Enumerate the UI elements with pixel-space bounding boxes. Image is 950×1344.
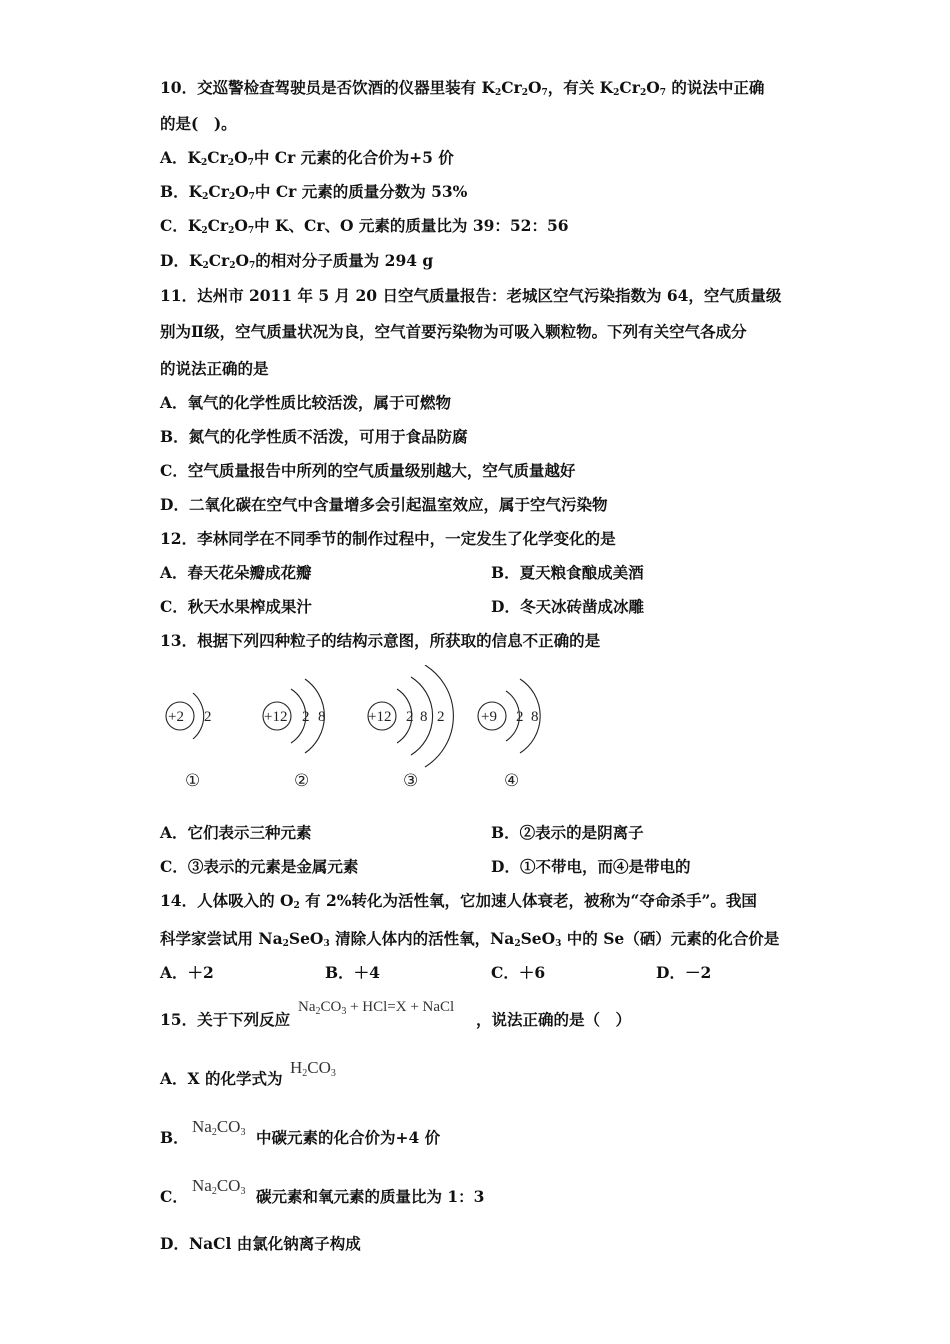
q14-option-d[interactable]: D．－2 — [656, 963, 712, 982]
q15-option-a-label[interactable]: A．X 的化学式为 — [160, 1069, 283, 1088]
q13-option-c[interactable]: C．③表示的元素是金属元素 — [160, 857, 359, 876]
q15-option-c-label[interactable]: C． — [160, 1187, 188, 1206]
q12-option-d[interactable]: D．冬天冰砖凿成冰雕 — [491, 597, 644, 616]
q13-option-b[interactable]: B．②表示的是阴离子 — [491, 823, 644, 842]
particle-3-label: ③ — [403, 771, 419, 790]
particle-1-nucleus: +2 — [168, 709, 184, 725]
q11-stem-line2: 别为Ⅱ级，空气质量状况为良，空气首要污染物为可吸入颗粒物。下列有关空气各成分 — [160, 322, 747, 341]
q14-stem-line2: 科学家尝试用 $Na_2SeO_3$ 清除人体内的活性氧，$Na_2SeO_3$ 中的 Se（硒）元素的化合价是 — [160, 929, 780, 949]
q13-stem: 13．根据下列四种粒子的结构示意图，所获取的信息不正确的是 — [160, 631, 601, 650]
q15-equation: $Na_2CO_3 + HCl=X$ + NaCl — [298, 999, 455, 1017]
particle-3-electrons-1: 2 — [406, 709, 414, 725]
q11-stem-line1: 11．达州市 2011 年 5 月 20 日空气质量报告：老城区空气污染指数为 64，空气质量级 — [160, 286, 782, 305]
particle-1-electrons-1: 2 — [204, 709, 212, 725]
particle-4-electrons-1: 2 — [516, 709, 524, 725]
q10-option-a[interactable]: A．$K_2Cr_2O_7$中 Cr 元素的化合价为+5 价 — [160, 148, 454, 168]
particle-4-electrons-2: 8 — [531, 709, 539, 725]
q10-option-b[interactable]: B．$K_2Cr_2O_7$中 Cr 元素的质量分数为 53% — [160, 182, 468, 202]
particle-3-electrons-2: 8 — [420, 709, 428, 725]
q11-stem-line3: 的说法正确的是 — [160, 359, 269, 378]
q13-option-a[interactable]: A．它们表示三种元素 — [160, 823, 312, 842]
q10-option-c[interactable]: C．$K_2Cr_2O_7$中 K、Cr、O 元素的质量比为 39：52：56 — [160, 216, 569, 236]
q13-option-d[interactable]: D．①不带电，而④是带电的 — [491, 857, 691, 876]
q11-option-c[interactable]: C．空气质量报告中所列的空气质量级别越大，空气质量越好 — [160, 461, 576, 480]
q10-stem-line2: 的是( )。 — [160, 114, 237, 133]
q12-option-b[interactable]: B．夏天粮食酿成美酒 — [491, 563, 644, 582]
q14-option-c[interactable]: C．＋6 — [491, 963, 546, 982]
q14-option-a[interactable]: A．＋2 — [160, 963, 214, 982]
q10-option-d[interactable]: D．$K_2Cr_2O_7$的相对分子质量为 294 g — [160, 251, 434, 271]
q10-stem-line1: 10．交巡警检查驾驶员是否饮酒的仪器里装有 $K_2Cr_2O_7$，有关 $K_2Cr_2O_7$ 的说法中正确 — [160, 78, 765, 98]
q15-stem-label: 15．关于下列反应 — [160, 1010, 291, 1029]
particle-4-nucleus: +9 — [481, 709, 497, 725]
particle-3-electrons-3: 2 — [437, 709, 445, 725]
q12-option-c[interactable]: C．秋天水果榨成果汁 — [160, 597, 312, 616]
q15-option-d[interactable]: D．NaCl 由氯化钠离子构成 — [160, 1234, 361, 1253]
particle-2-electrons-2: 8 — [318, 709, 326, 725]
q11-option-a[interactable]: A．氧气的化学性质比较活泼，属于可燃物 — [160, 393, 452, 412]
particle-4-label: ④ — [504, 771, 520, 790]
q15-option-c-formula: Na2CO3 — [192, 1176, 246, 1197]
q11-option-d[interactable]: D．二氧化碳在空气中含量增多会引起温室效应，属于空气污染物 — [160, 495, 608, 514]
particle-2-electrons-1: 2 — [302, 709, 310, 725]
q15-option-c-text: 碳元素和氧元素的质量比为 1：3 — [256, 1187, 485, 1206]
q15-option-b-formula: Na2CO3 — [192, 1117, 246, 1138]
q12-stem: 12．李林同学在不同季节的制作过程中，一定发生了化学变化的是 — [160, 529, 616, 548]
q14-option-b[interactable]: B．＋4 — [325, 963, 380, 982]
particle-1-label: ① — [185, 771, 201, 790]
q14-stem-line1: 14．人体吸入的 $O_2$ 有 2%转化为活性氧，它加速人体衰老，被称为“夺命杀手”。我国 — [160, 891, 757, 911]
q15-option-b-text: 中碳元素的化合价为+4 价 — [256, 1128, 441, 1147]
q15-stem-tail: ，说法正确的是（ ） — [476, 1010, 632, 1029]
q12-option-a[interactable]: A．春天花朵瓣成花瓣 — [160, 563, 312, 582]
particle-3-nucleus: +12 — [368, 709, 392, 725]
particle-2-nucleus: +12 — [264, 709, 288, 725]
particle-2-label: ② — [294, 771, 310, 790]
particle-1-shell-1 — [193, 693, 204, 739]
q11-option-b[interactable]: B．氮气的化学性质不活泼，可用于食品防腐 — [160, 427, 468, 446]
q15-option-a-formula: H2CO3 — [290, 1058, 336, 1079]
atomic-structure-diagram — [155, 665, 555, 800]
q15-option-b-label[interactable]: B． — [160, 1128, 189, 1147]
